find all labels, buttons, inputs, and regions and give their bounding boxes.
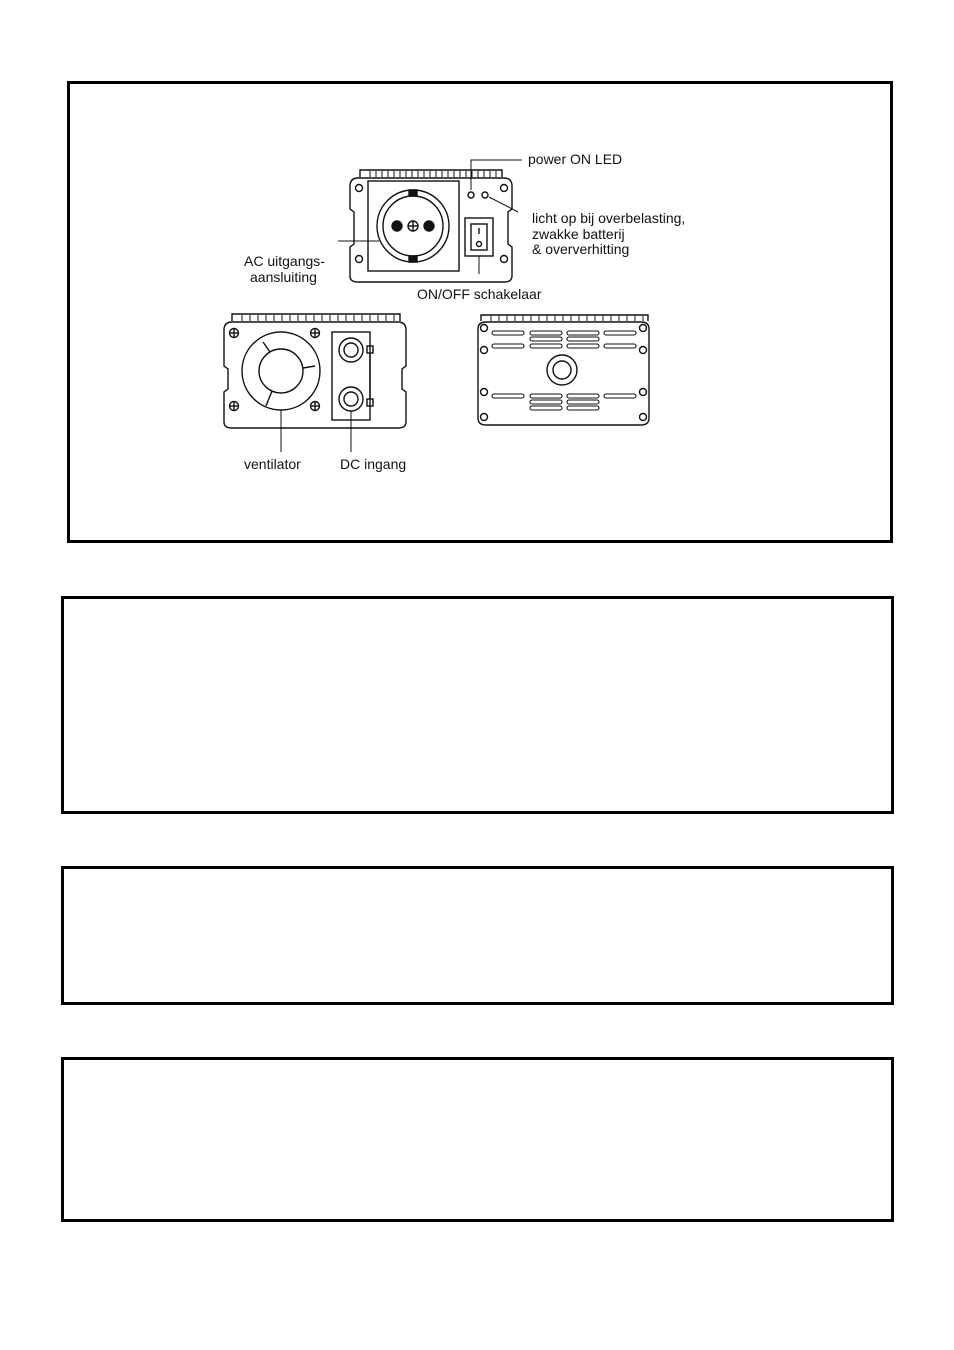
rear-panel bbox=[224, 314, 406, 452]
power-led-icon bbox=[468, 192, 474, 198]
inverter-diagram bbox=[70, 84, 890, 540]
warning-led-label-line2: zwakke batterij bbox=[532, 226, 625, 242]
text-box-2 bbox=[61, 866, 894, 1005]
front-panel bbox=[338, 160, 522, 282]
ac-outlet-label-line2: aansluiting bbox=[250, 269, 317, 285]
screw-icon bbox=[481, 325, 647, 421]
fan-icon bbox=[242, 332, 320, 410]
warning-led-label-line3: & oververhitting bbox=[532, 241, 630, 257]
on-off-switch-label: ON/OFF schakelaar bbox=[417, 286, 542, 302]
power-led-label: power ON LED bbox=[528, 151, 623, 167]
fan-label: ventilator bbox=[244, 456, 301, 472]
text-box-3 bbox=[61, 1057, 894, 1222]
dc-input-label: DC ingang bbox=[340, 456, 407, 472]
side-panel bbox=[478, 315, 649, 425]
on-off-switch-icon bbox=[465, 218, 493, 256]
warning-led-label-line1: licht op bij overbelasting, bbox=[532, 210, 686, 226]
ac-outlet-label-line1: AC uitgangs- bbox=[244, 253, 325, 269]
dc-input-icon bbox=[332, 332, 373, 420]
diagram-frame bbox=[67, 81, 893, 543]
ac-socket-icon bbox=[377, 190, 449, 262]
vent-slots bbox=[492, 331, 636, 410]
text-box-1 bbox=[61, 596, 894, 814]
warning-led-icon bbox=[482, 192, 488, 198]
